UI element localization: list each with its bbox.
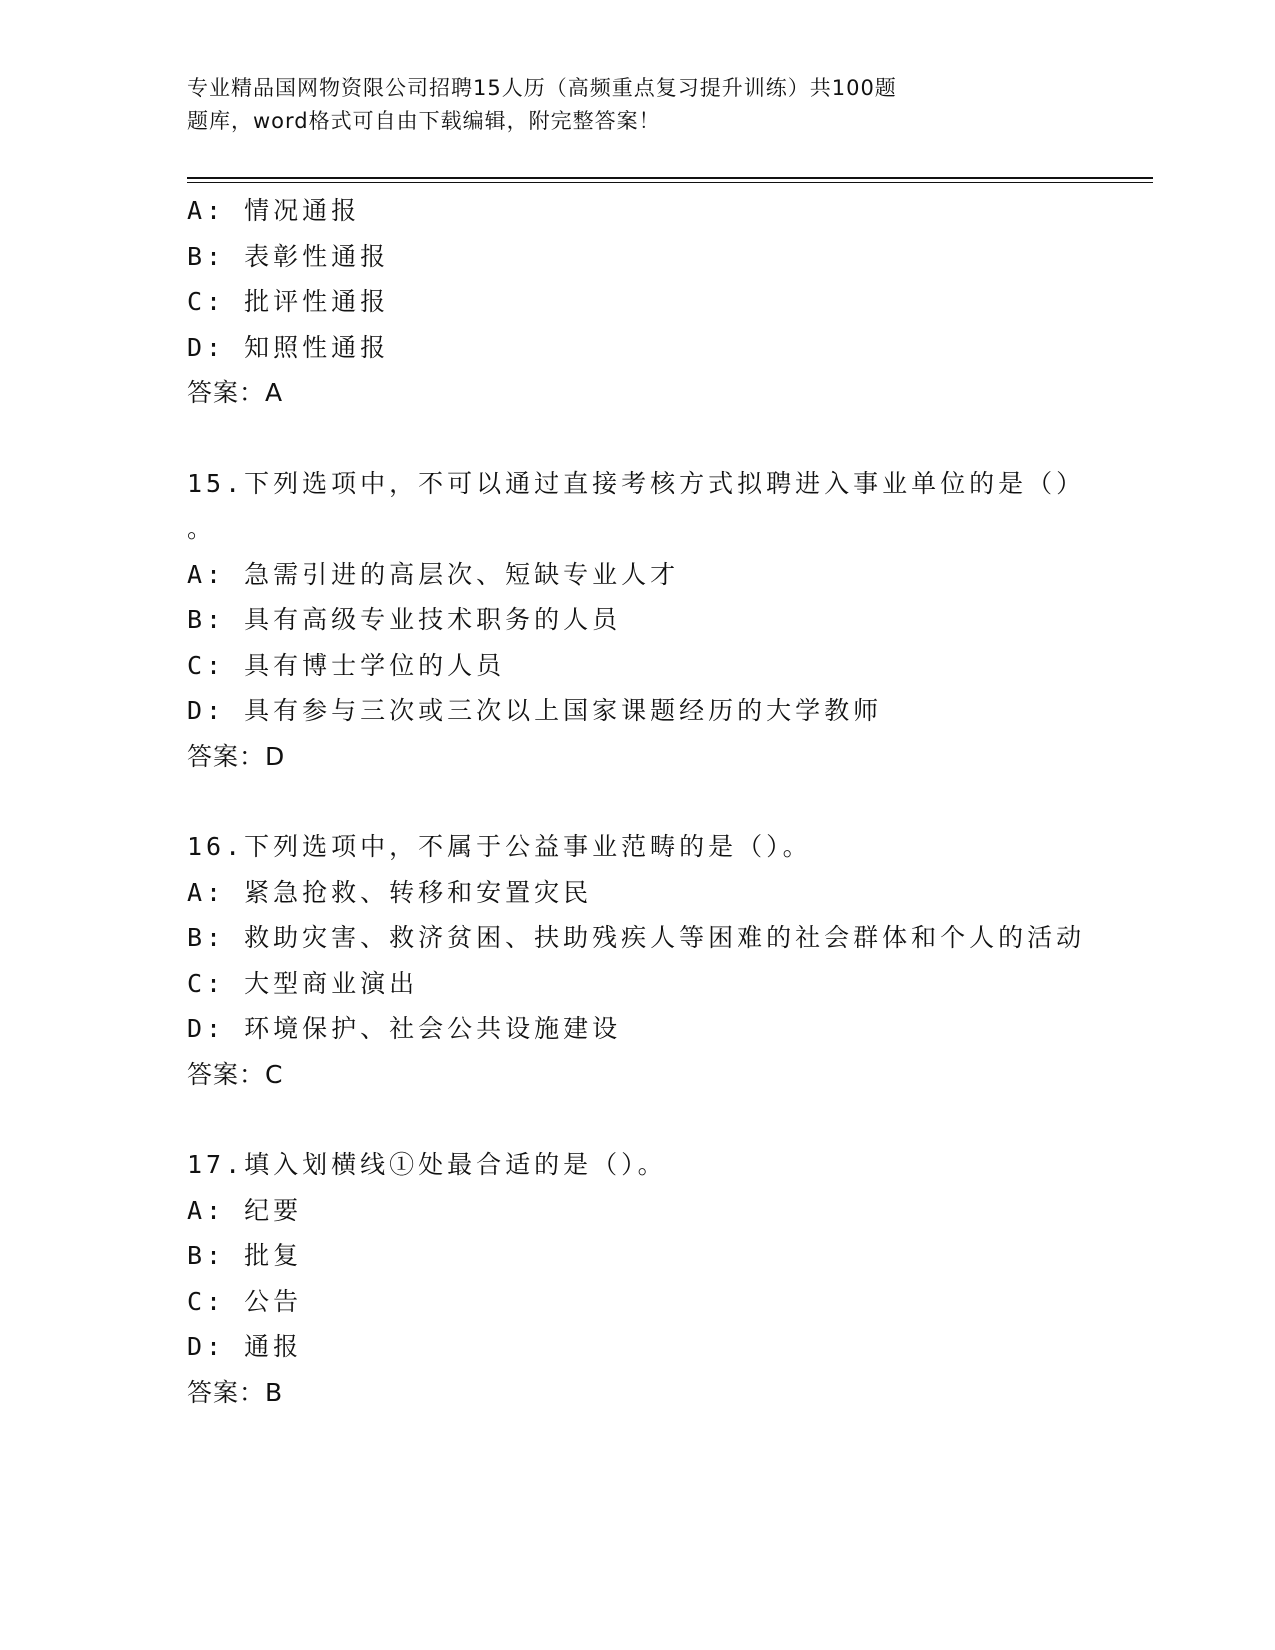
option-a: A: 紧急抢救、转移和安置灾民 [187,877,593,907]
question-text: 17.填入划横线①处最合适的是（）。 [187,1150,667,1179]
option-c: C: 大型商业演出 [187,968,419,998]
question-block-17 [187,1142,1167,1415]
option-d: D: 具有参与三次或三次以上国家课题经历的大学教师 [187,696,883,725]
question-text: 16.下列选项中，不属于公益事业范畴的是（）。 [187,832,812,861]
option-c: C: 公告 [187,1286,303,1316]
option-b: B: 批复 [187,1241,303,1270]
option-d: D: 通报 [187,1332,303,1361]
option-a: A: 情况通报 [187,196,361,225]
question-text: 15.下列选项中，不可以通过直接考核方式拟聘进入事业单位的是（） [187,468,1086,498]
question-list [187,188,1167,1415]
answer-line: 答案：B [187,1377,284,1407]
question-text-continued: 。 [187,514,217,543]
option-d: D: 知照性通报 [187,332,390,362]
option-c: C: 具有博士学位的人员 [187,650,506,680]
option-b: B: 具有高级专业技术职务的人员 [187,605,622,634]
document-header [187,72,1027,138]
answer-line: 答案：D [187,741,286,771]
header-line-1: 专业精品国网物资限公司招聘15人历（高频重点复习提升训练）共100题 [187,76,897,100]
option-b: B: 表彰性通报 [187,241,390,271]
option-c: C: 批评性通报 [187,287,390,316]
option-a: A: 纪要 [187,1195,303,1225]
question-block-16 [187,824,1167,1097]
answer-line: 答案：A [187,378,284,407]
option-d: D: 环境保护、社会公共设施建设 [187,1014,622,1043]
header-rule-thick [187,177,1153,179]
question-block-15 [187,461,1167,780]
option-a: A: 急需引进的高层次、短缺专业人才 [187,559,680,589]
question-block-prev [187,188,1167,416]
header-line-2: 题库，word格式可自由下载编辑，附完整答案！ [187,109,661,133]
answer-line: 答案：C [187,1059,284,1089]
option-b: B: 救助灾害、救济贫困、扶助残疾人等困难的社会群体和个人的活动 [187,923,1086,952]
header-rule-thin [187,182,1153,183]
